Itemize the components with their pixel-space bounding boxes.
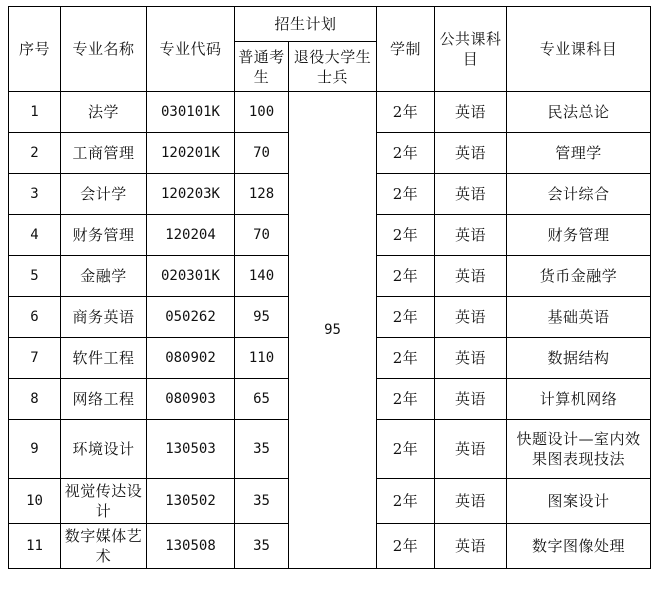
header-plan-regular: 普通考生	[235, 42, 289, 92]
cell-major-course: 图案设计	[507, 479, 651, 524]
cell-major-course: 会计综合	[507, 174, 651, 215]
cell-major-code: 130503	[147, 420, 235, 479]
cell-major-course: 数据结构	[507, 338, 651, 379]
cell-major-name: 商务英语	[61, 297, 147, 338]
header-seq: 序号	[9, 7, 61, 92]
cell-seq: 2	[9, 133, 61, 174]
cell-major-code: 130508	[147, 524, 235, 569]
cell-plan-regular: 110	[235, 338, 289, 379]
cell-duration: 2年	[377, 479, 435, 524]
cell-major-name: 财务管理	[61, 215, 147, 256]
cell-plan-regular: 35	[235, 420, 289, 479]
admissions-plan-table	[8, 6, 651, 569]
cell-public-course: 英语	[435, 420, 507, 479]
header-plan-veteran: 退役大学生士兵	[289, 42, 377, 92]
cell-plan-regular: 140	[235, 256, 289, 297]
cell-plan-regular: 95	[235, 297, 289, 338]
cell-major-course: 基础英语	[507, 297, 651, 338]
cell-duration: 2年	[377, 174, 435, 215]
cell-major-course: 管理学	[507, 133, 651, 174]
cell-major-name: 软件工程	[61, 338, 147, 379]
cell-seq: 11	[9, 524, 61, 569]
cell-public-course: 英语	[435, 256, 507, 297]
cell-major-code: 080903	[147, 379, 235, 420]
cell-major-course: 快题设计—室内效果图表现技法	[507, 420, 651, 479]
cell-seq: 6	[9, 297, 61, 338]
cell-duration: 2年	[377, 297, 435, 338]
admissions-table-container	[8, 6, 651, 569]
cell-major-course: 民法总论	[507, 92, 651, 133]
cell-seq: 7	[9, 338, 61, 379]
cell-major-name: 数字媒体艺术	[61, 524, 147, 569]
cell-plan-regular: 128	[235, 174, 289, 215]
cell-plan-regular: 70	[235, 215, 289, 256]
cell-seq: 10	[9, 479, 61, 524]
cell-duration: 2年	[377, 256, 435, 297]
cell-major-code: 020301K	[147, 256, 235, 297]
cell-major-course: 数字图像处理	[507, 524, 651, 569]
cell-major-code: 030101K	[147, 92, 235, 133]
cell-duration: 2年	[377, 420, 435, 479]
cell-public-course: 英语	[435, 297, 507, 338]
header-major-name: 专业名称	[61, 7, 147, 92]
cell-plan-regular: 35	[235, 524, 289, 569]
cell-plan-veteran-total: 95	[289, 92, 377, 569]
cell-major-code: 120204	[147, 215, 235, 256]
cell-public-course: 英语	[435, 479, 507, 524]
cell-seq: 3	[9, 174, 61, 215]
cell-major-code: 120203K	[147, 174, 235, 215]
cell-seq: 4	[9, 215, 61, 256]
header-duration: 学制	[377, 7, 435, 92]
header-row-top	[9, 7, 651, 42]
cell-public-course: 英语	[435, 215, 507, 256]
header-major-code: 专业代码	[147, 7, 235, 92]
cell-public-course: 英语	[435, 133, 507, 174]
cell-plan-regular: 65	[235, 379, 289, 420]
cell-major-name: 网络工程	[61, 379, 147, 420]
cell-duration: 2年	[377, 133, 435, 174]
cell-major-name: 金融学	[61, 256, 147, 297]
cell-plan-regular: 70	[235, 133, 289, 174]
cell-major-code: 120201K	[147, 133, 235, 174]
cell-major-name: 视觉传达设计	[61, 479, 147, 524]
cell-major-course: 财务管理	[507, 215, 651, 256]
cell-seq: 9	[9, 420, 61, 479]
cell-duration: 2年	[377, 524, 435, 569]
header-plan: 招生计划	[235, 7, 377, 42]
cell-major-name: 环境设计	[61, 420, 147, 479]
cell-duration: 2年	[377, 338, 435, 379]
cell-seq: 8	[9, 379, 61, 420]
cell-public-course: 英语	[435, 338, 507, 379]
cell-major-code: 050262	[147, 297, 235, 338]
table-body	[9, 92, 651, 569]
cell-public-course: 英语	[435, 92, 507, 133]
cell-public-course: 英语	[435, 524, 507, 569]
cell-public-course: 英语	[435, 174, 507, 215]
cell-major-code: 080902	[147, 338, 235, 379]
cell-major-course: 计算机网络	[507, 379, 651, 420]
cell-plan-regular: 35	[235, 479, 289, 524]
header-major-course: 专业课科目	[507, 7, 651, 92]
cell-duration: 2年	[377, 92, 435, 133]
cell-duration: 2年	[377, 215, 435, 256]
cell-duration: 2年	[377, 379, 435, 420]
cell-seq: 5	[9, 256, 61, 297]
header-public-course: 公共课科目	[435, 7, 507, 92]
cell-major-code: 130502	[147, 479, 235, 524]
cell-major-name: 会计学	[61, 174, 147, 215]
cell-major-name: 法学	[61, 92, 147, 133]
cell-major-course: 货币金融学	[507, 256, 651, 297]
cell-major-name: 工商管理	[61, 133, 147, 174]
cell-public-course: 英语	[435, 379, 507, 420]
cell-seq: 1	[9, 92, 61, 133]
cell-plan-regular: 100	[235, 92, 289, 133]
table-row	[9, 92, 651, 133]
